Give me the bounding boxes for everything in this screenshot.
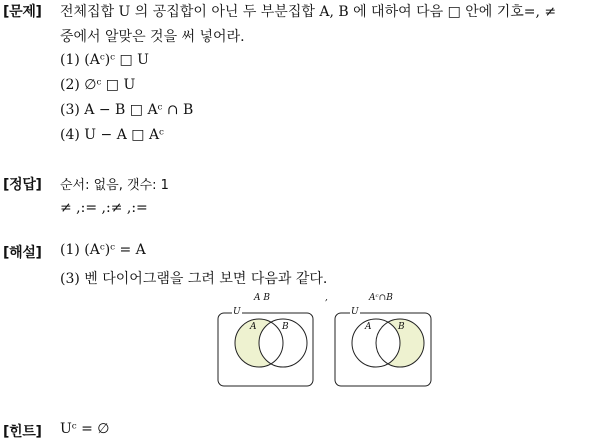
problem-statement-line2: 중에서 알맞은 것을 써 넣어라. <box>60 29 245 45</box>
venn-left-a-minus-b <box>218 313 313 386</box>
venn-right-ac-cap-b <box>335 313 431 386</box>
venn-right-label-b: B <box>398 322 405 332</box>
venn-left-label-u: U <box>233 307 241 317</box>
answer-tag: [정답] <box>3 177 42 193</box>
venn-left-label-b: B <box>282 322 289 332</box>
solution-tag: [해설] <box>3 245 42 261</box>
venn-left-title: A B <box>254 293 270 303</box>
venn-left-label-a: A <box>250 322 257 332</box>
answer-symbols: ≠ ,:= ,:≠ ,:= <box>60 200 148 216</box>
venn-right-title: Aᶜ∩B <box>369 293 393 303</box>
problem-item-4: (4) U − A □ Aᶜ <box>60 127 164 143</box>
hint-line1: Uᶜ = ∅ <box>60 421 110 437</box>
problem-statement-line1: 전체집합 U 의 공집합이 아닌 두 부분집합 A, B 에 대하여 다음 □ 안에 기호=, ≠ <box>60 4 557 20</box>
problem-item-2: (2) ∅ᶜ □ U <box>60 77 136 93</box>
problem-tag: [문제] <box>3 4 42 20</box>
hint-tag: [힌트] <box>3 424 42 440</box>
problem-item-1: (1) (Aᶜ)ᶜ □ U <box>60 52 149 68</box>
venn-right-label-u: U <box>351 307 359 317</box>
venn-right-label-a: A <box>365 322 372 332</box>
solution-line2: (3) 벤 다이어그램을 그려 보면 다음과 같다. <box>60 271 328 287</box>
venn-diagrams <box>214 290 436 390</box>
problem-item-3: (3) A − B □ Aᶜ ∩ B <box>60 102 194 118</box>
answer-order-count: 순서: 없음, 갯수: 1 <box>60 178 169 193</box>
venn-svg <box>214 290 436 390</box>
venn-separator: , <box>325 293 328 303</box>
solution-line1: (1) (Aᶜ)ᶜ = A <box>60 242 146 258</box>
